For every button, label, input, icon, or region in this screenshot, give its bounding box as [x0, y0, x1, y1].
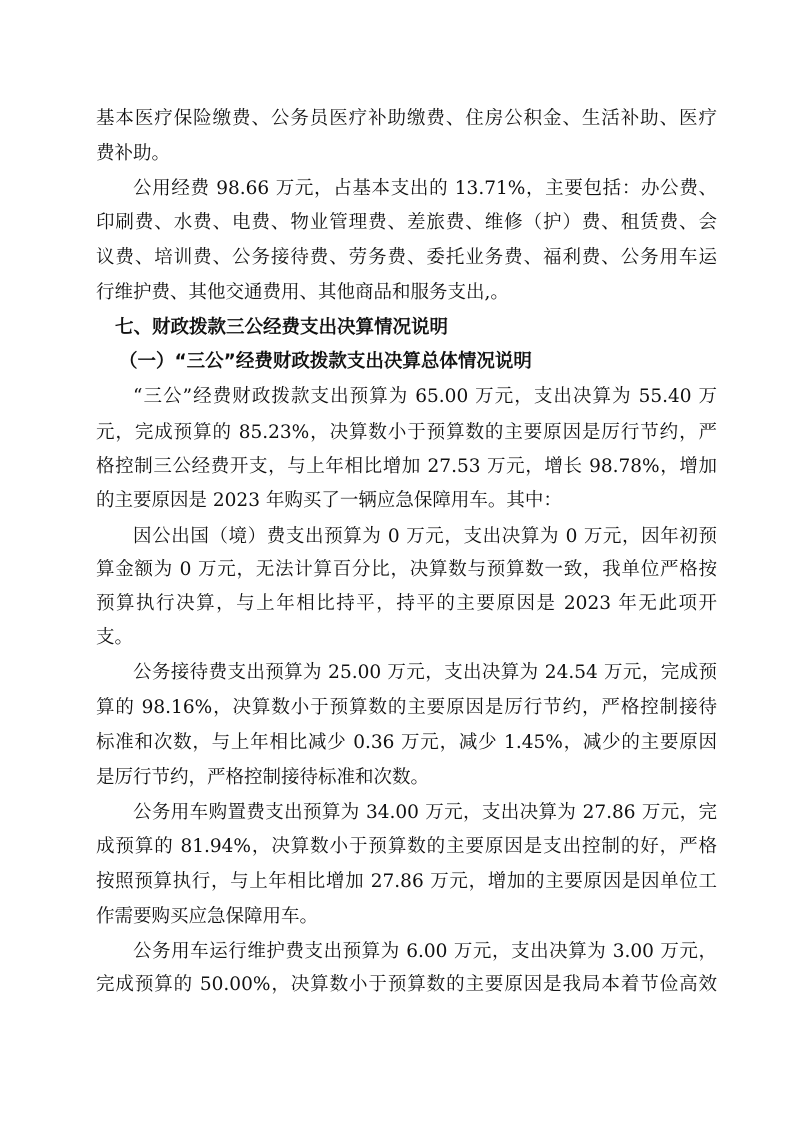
body-line: 元，完成预算的 85.23%，决算数小于预算数的主要原因是厉行节约，严	[96, 422, 717, 443]
subsection-heading: （一）“三公”经费财政拨款支出决算总体情况说明	[119, 351, 532, 372]
body-line: 完成预算的 50.00%，决算数小于预算数的主要原因是我局本着节俭高效	[96, 974, 717, 995]
body-line: 印刷费、水费、电费、物业管理费、差旅费、维修（护）费、租赁费、会	[96, 212, 717, 233]
body-line: 标准和次数，与上年相比减少 0.36 万元，减少 1.45%，减少的主要原因	[96, 732, 717, 753]
body-line: 格控制三公经费开支，与上年相比增加 27.53 万元，增长 98.78%，增加	[96, 456, 717, 477]
body-line: “三公”经费财政拨款支出预算为 65.00 万元，支出决算为 55.40 万	[133, 386, 717, 407]
body-line: 公务用车运行维护费支出预算为 6.00 万元，支出决算为 3.00 万元，	[133, 941, 717, 962]
body-line: 算的 98.16%，决算数小于预算数的主要原因是厉行节约，严格控制接待	[96, 697, 717, 718]
body-line: 支。	[96, 627, 134, 648]
section-heading: 七、财政拨款三公经费支出决算情况说明	[115, 317, 449, 338]
body-line: 公务接待费支出预算为 25.00 万元，支出决算为 24.54 万元，完成预	[133, 662, 717, 683]
body-line: 是厉行节约，严格控制接待标准和次数。	[96, 767, 430, 788]
body-line: 的主要原因是 2023 年购买了一辆应急保障用车。其中：	[96, 490, 562, 511]
body-line: 因公出国（境）费支出预算为 0 万元，支出决算为 0 万元，因年初预	[133, 526, 717, 547]
body-line: 公用经费 98.66 万元，占基本支出的 13.71%，主要包括：办公费、	[133, 178, 717, 199]
body-line: 预算执行决算，与上年相比持平，持平的主要原因是 2023 年无此项开	[96, 593, 717, 614]
body-line: 按照预算执行，与上年相比增加 27.86 万元，增加的主要原因是因单位工	[96, 871, 717, 892]
body-line: 算金额为 0 万元，无法计算百分比，决算数与预算数一致，我单位严格按	[96, 559, 717, 580]
body-line: 费补助。	[96, 143, 171, 164]
body-line: 公务用车购置费支出预算为 34.00 万元，支出决算为 27.86 万元，完	[133, 802, 717, 823]
body-line: 作需要购买应急保障用车。	[96, 906, 319, 927]
body-line: 议费、培训费、公务接待费、劳务费、委托业务费、福利费、公务用车运	[96, 247, 717, 268]
body-line: 基本医疗保险缴费、公务员医疗补助缴费、住房公积金、生活补助、医疗	[96, 108, 717, 129]
body-line: 成预算的 81.94%，决算数小于预算数的主要原因是支出控制的好，严格	[96, 836, 717, 857]
body-line: 行维护费、其他交通费用、其他商品和服务支出,。	[96, 282, 509, 303]
